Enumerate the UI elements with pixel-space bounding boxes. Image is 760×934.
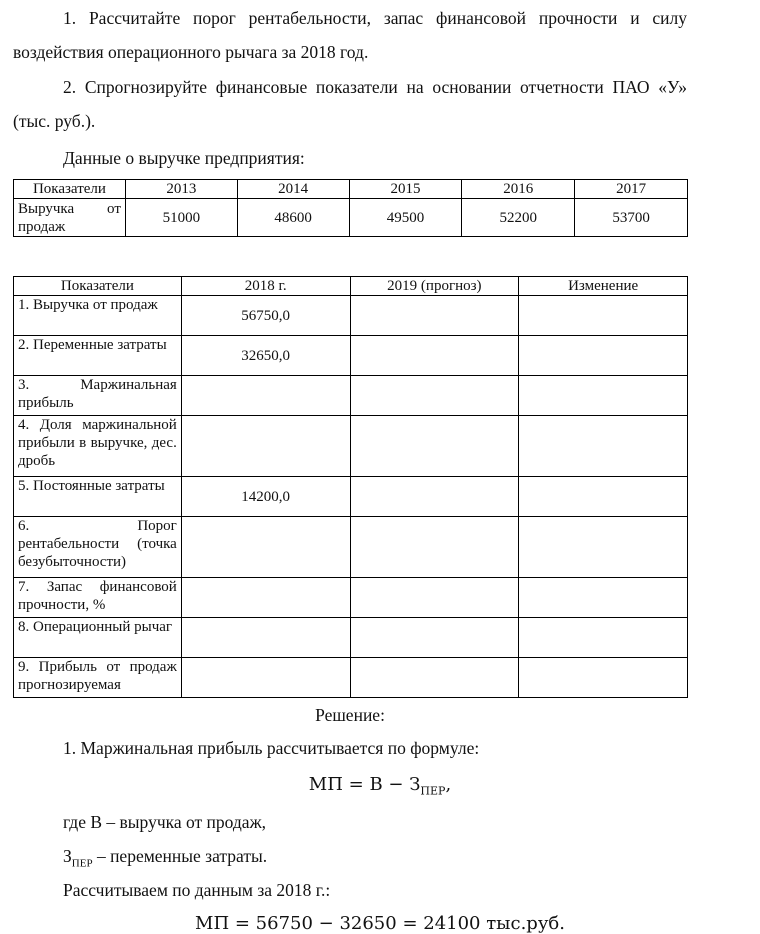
value-2019 bbox=[350, 658, 519, 698]
revenue-data-caption: Данные о выручке предприятия: bbox=[63, 148, 305, 168]
indicator-label: 4. Доля маржинальной прибыли в выручке, дес. дробь bbox=[14, 416, 182, 477]
value-change bbox=[519, 618, 688, 658]
forecast-table-header-row bbox=[14, 277, 688, 296]
value-2019 bbox=[350, 296, 519, 336]
value-change bbox=[519, 296, 688, 336]
forecast-header-indicator: Показатели bbox=[14, 277, 182, 296]
revenue-header-year: 2015 bbox=[349, 180, 462, 199]
value-change bbox=[519, 336, 688, 376]
task-2-text: 2. Спрогнозируйте финансовые показатели на основании отчетности ПАО «У» (тыс. руб.). bbox=[13, 77, 687, 131]
revenue-value: 53700 bbox=[575, 199, 688, 237]
solution-line-2: где В – выручка от продаж, bbox=[63, 812, 267, 832]
revenue-table-header-row bbox=[14, 180, 688, 199]
value-2019 bbox=[350, 618, 519, 658]
value-2019 bbox=[350, 376, 519, 416]
table-row bbox=[14, 658, 688, 698]
revenue-value: 49500 bbox=[349, 199, 462, 237]
revenue-table bbox=[13, 179, 688, 237]
indicator-label: 6. Порог рентабельности (точка безубыточности) bbox=[14, 517, 182, 578]
formula-1-left: МП = В − З bbox=[308, 774, 421, 795]
line-3-main: З bbox=[63, 846, 72, 866]
value-change bbox=[519, 416, 688, 477]
forecast-header-change: Изменение bbox=[519, 277, 688, 296]
value-2018: 32650,0 bbox=[181, 336, 350, 376]
indicator-label: 9. Прибыль от продаж прогнозируемая bbox=[14, 658, 182, 698]
formula-1-tail: , bbox=[445, 774, 452, 795]
revenue-header-indicator: Показатели bbox=[14, 180, 126, 199]
formula-2018-calc: МП = 56750 − 32650 = 24100 тыс.руб. bbox=[195, 913, 565, 934]
table-row bbox=[14, 336, 688, 376]
forecast-header-2019: 2019 (прогноз) bbox=[350, 277, 519, 296]
indicator-label: 1. Выручка от продаж bbox=[14, 296, 182, 336]
indicator-label: 3. Маржинальная прибыль bbox=[14, 376, 182, 416]
value-2018 bbox=[181, 618, 350, 658]
table-row bbox=[14, 618, 688, 658]
table-row bbox=[14, 296, 688, 336]
value-2018 bbox=[181, 658, 350, 698]
value-2018: 14200,0 bbox=[181, 477, 350, 517]
table-row bbox=[14, 477, 688, 517]
value-change bbox=[519, 578, 688, 618]
revenue-value: 52200 bbox=[462, 199, 575, 237]
line-3-sub: ПЕР bbox=[71, 857, 93, 870]
value-2018: 56750,0 bbox=[181, 296, 350, 336]
value-change bbox=[519, 658, 688, 698]
revenue-table-row bbox=[14, 199, 688, 237]
revenue-header-year: 2016 bbox=[462, 180, 575, 199]
value-2019 bbox=[350, 477, 519, 517]
value-2019 bbox=[350, 517, 519, 578]
value-2018 bbox=[181, 416, 350, 477]
solution-line-1: 1. Маржинальная прибыль рассчитывается по формуле: bbox=[63, 738, 480, 758]
revenue-value: 51000 bbox=[125, 199, 237, 237]
value-change bbox=[519, 376, 688, 416]
table-row bbox=[14, 517, 688, 578]
revenue-value: 48600 bbox=[237, 199, 349, 237]
line-3-tail: – переменные затраты. bbox=[92, 846, 268, 866]
value-2018 bbox=[181, 578, 350, 618]
value-2018 bbox=[181, 517, 350, 578]
formula-margin-profit bbox=[0, 774, 760, 798]
table-row bbox=[14, 578, 688, 618]
revenue-header-year: 2013 bbox=[125, 180, 237, 199]
forecast-header-2018: 2018 г. bbox=[181, 277, 350, 296]
indicator-label: 5. Постоянные затраты bbox=[14, 477, 182, 517]
table-row bbox=[14, 416, 688, 477]
indicator-label: 2. Переменные затраты bbox=[14, 336, 182, 376]
formula-1-sub: ПЕР bbox=[420, 784, 446, 798]
solution-title: Решение: bbox=[315, 705, 385, 725]
value-2019 bbox=[350, 336, 519, 376]
value-change bbox=[519, 517, 688, 578]
revenue-header-year: 2017 bbox=[575, 180, 688, 199]
revenue-header-year: 2014 bbox=[237, 180, 349, 199]
value-2019 bbox=[350, 578, 519, 618]
solution-line-3 bbox=[63, 846, 737, 870]
indicator-label: 8. Операционный рычаг bbox=[14, 618, 182, 658]
forecast-table bbox=[13, 276, 688, 698]
value-2018 bbox=[181, 376, 350, 416]
value-change bbox=[519, 477, 688, 517]
indicator-label: 7. Запас финансовой прочности, % bbox=[14, 578, 182, 618]
solution-line-4: Рассчитываем по данным за 2018 г.: bbox=[63, 880, 331, 900]
value-2019 bbox=[350, 416, 519, 477]
revenue-row-label: Выручка от продаж bbox=[14, 199, 126, 237]
table-row bbox=[14, 376, 688, 416]
task-1-text: 1. Рассчитайте порог рентабельности, запас финансовой прочности и силу воздействия операционного рычага за 2018 год. bbox=[13, 8, 687, 62]
